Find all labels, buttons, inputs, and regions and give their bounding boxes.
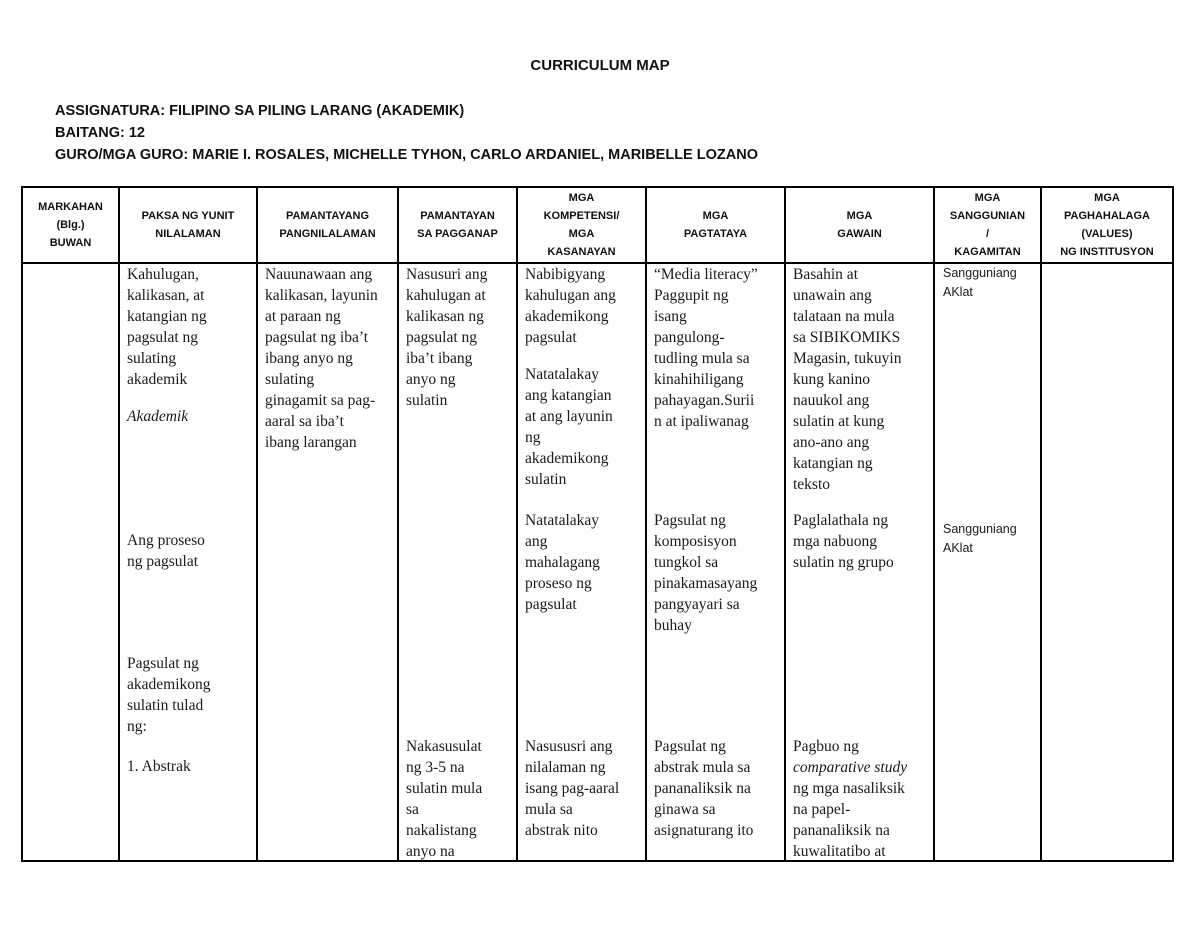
pagtataya-block: “Media literacy” Paggupit ng isang pangulong- tudling mula sa kinahihiligang pahayagan.Surii n at ipaliwanag — [654, 266, 758, 430]
gawain-block: Pagbuo ng comparative study ng mga nasaliksik na papel- pananaliksik na kuwalitatibo at — [793, 738, 908, 860]
pagtataya-block: Pagsulat ng komposisyon tungkol sa pinakamasayang pangyayari sa buhay — [654, 512, 758, 634]
document-title: CURRICULUM MAP — [530, 57, 670, 74]
header-pamantayang-pangnilalaman: PAMANTAYANG PANGNILALAMAN — [257, 187, 398, 263]
content-row — [22, 263, 1173, 861]
paksa-block: Pagsulat ng akademikong sulatin tulad ng: — [127, 655, 211, 735]
header-paksa: PAKSA NG YUNIT NILALAMAN — [119, 187, 257, 263]
sanggunian-block: Sangguniang AKlat — [943, 266, 1017, 299]
paksa-block: 1. Abstrak — [127, 758, 191, 775]
cell-markahan — [22, 263, 119, 861]
cell-pagtataya — [646, 263, 785, 861]
pagtataya-block: Pagsulat ng abstrak mula sa pananaliksik na ginawa sa asignaturang ito — [654, 738, 754, 839]
header-markahan: MARKAHAN (Blg.) BUWAN — [22, 187, 119, 263]
gawain-block: Paglalathala ng mga nabuong sulatin ng grupo — [793, 512, 894, 571]
cell-gawain — [785, 263, 934, 861]
curriculum-table — [21, 186, 1174, 862]
header-pamantayan-sa-pagganap: PAMANTAYAN SA PAGGANAP — [398, 187, 517, 263]
header-sanggunian: MGA SANGGUNIAN / KAGAMITAN — [934, 187, 1041, 263]
paksa-block: Ang proseso ng pagsulat — [127, 532, 205, 570]
cell-kompetensi — [517, 263, 646, 861]
kompetensi-block: Nabibigyang kahulugan ang akademikong pagsulat — [525, 266, 616, 346]
pangnilalaman-block: Nauunawaan ang kalikasan, layunin at paraan ng pagsulat ng iba’t ibang anyo ng sulating ginagamit sa pag- aaral sa iba’t ibang larangan — [265, 266, 378, 451]
kompetensi-block: Nasususri ang nilalaman ng isang pag-aaral mula sa abstrak nito — [525, 738, 620, 839]
cell-pangnilalaman — [257, 263, 398, 861]
header-row — [22, 187, 1173, 263]
header-paghahalaga: MGA PAGHAHALAGA (VALUES) NG INSTITUSYON — [1041, 187, 1173, 263]
header-kompetensi: MGA KOMPETENSI/ MGA KASANAYAN — [517, 187, 646, 263]
grade-line: BAITANG: 12 — [55, 125, 145, 141]
header-gawain: MGA GAWAIN — [785, 187, 934, 263]
paksa-block: Kahulugan, kalikasan, at katangian ng pagsulat ng sulating akademik — [127, 266, 207, 388]
pagganap-block: Nakasusulat ng 3-5 na sulatin mula sa nakalistang anyo na — [406, 738, 483, 860]
cell-paksa — [119, 263, 257, 861]
kompetensi-block: Natatalakay ang mahalagang proseso ng pagsulat — [525, 512, 600, 613]
cell-paghahalaga — [1041, 263, 1173, 861]
teachers-line: GURO/MGA GURO: MARIE I. ROSALES, MICHELLE TYHON, CARLO ARDANIEL, MARIBELLE LOZANO — [55, 147, 758, 163]
gawain-block: Basahin at unawain ang talataan na mula sa SIBIKOMIKS Magasin, tukuyin kung kanino nauukol ang sulatin at kung ano-ano ang katangian ng teksto — [793, 266, 902, 493]
paksa-italic-label: Akademik — [127, 408, 189, 425]
sanggunian-block: Sangguniang AKlat — [943, 522, 1017, 555]
subject-line: ASSIGNATURA: FILIPINO SA PILING LARANG (AKADEMIK) — [55, 103, 465, 119]
header-pagtataya: MGA PAGTATAYA — [646, 187, 785, 263]
cell-sanggunian — [934, 263, 1041, 861]
kompetensi-block: Natatalakay ang katangian at ang layunin ng akademikong sulatin — [525, 366, 613, 488]
pagganap-block: Nasusuri ang kahulugan at kalikasan ng pagsulat ng iba’t ibang anyo ng sulatin — [406, 266, 488, 409]
cell-pagganap — [398, 263, 517, 861]
